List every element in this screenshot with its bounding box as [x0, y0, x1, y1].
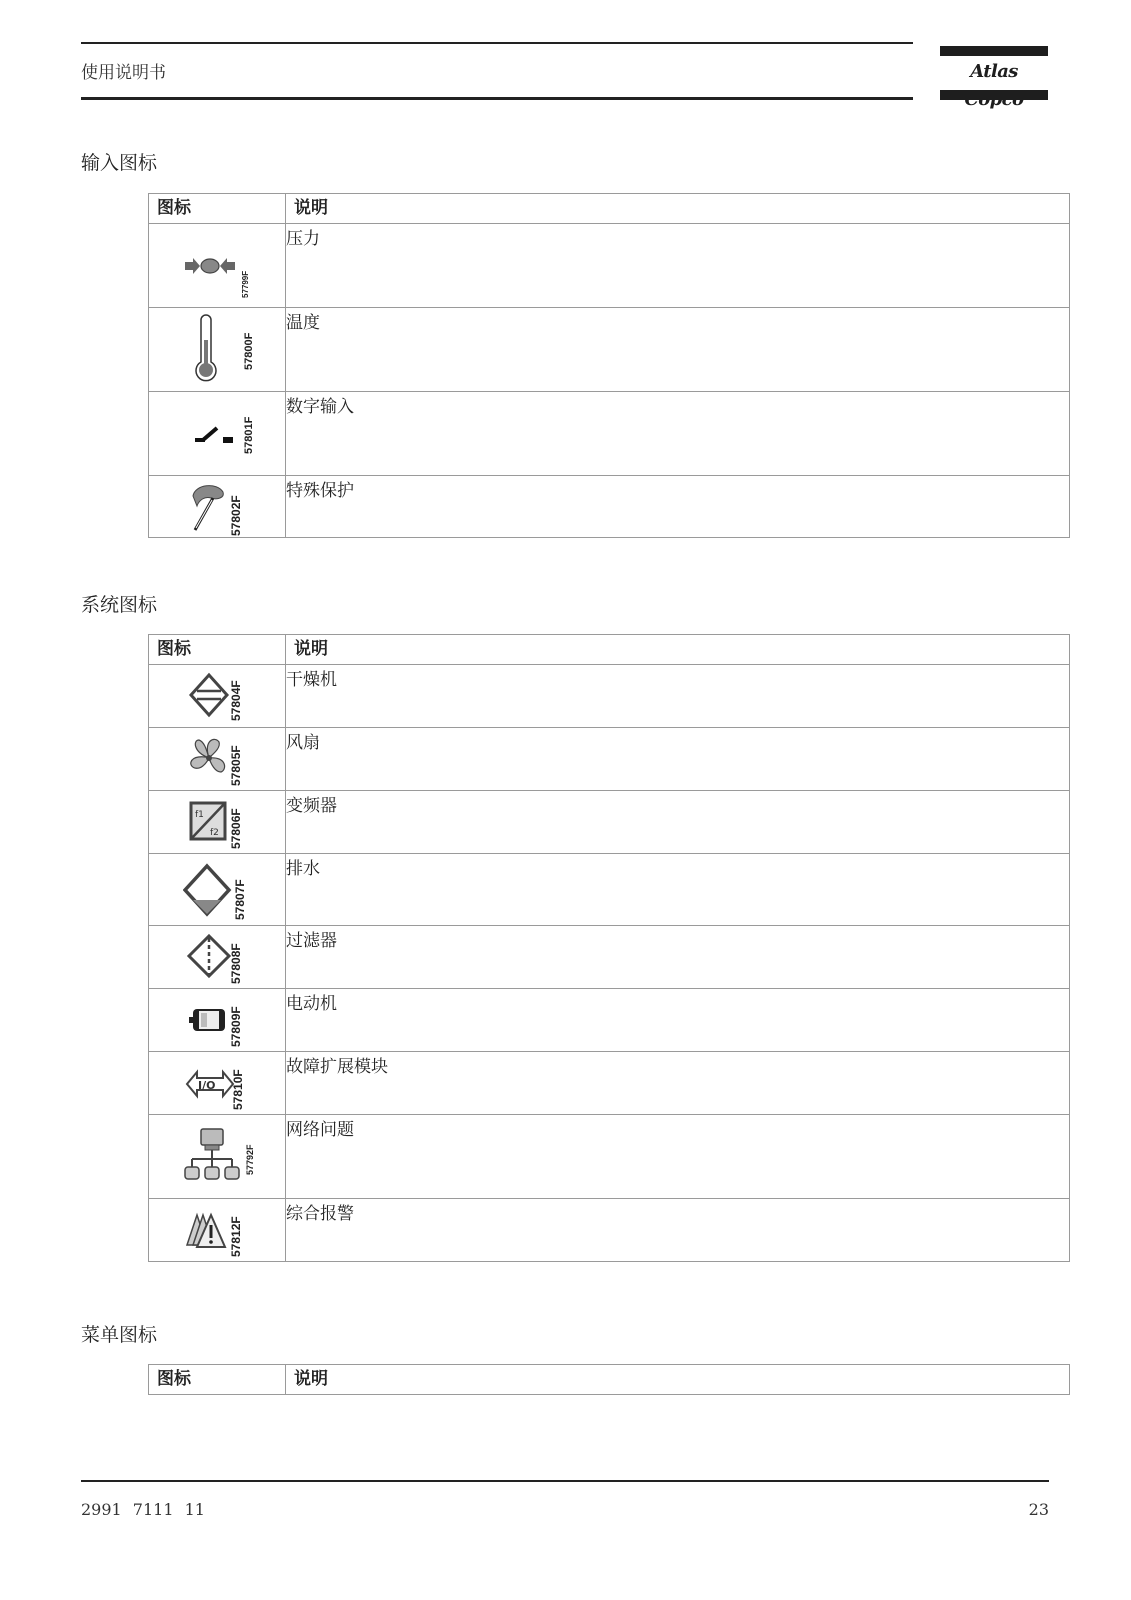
logo-top-bar: [940, 46, 1048, 56]
icon-description: 温度: [286, 308, 1070, 392]
icon-cell: [149, 989, 286, 1052]
icon-code: 57809F: [229, 1006, 243, 1047]
table-header-row: [149, 194, 1070, 224]
icon-cell: [149, 665, 286, 728]
special-protection-icon: [183, 478, 253, 550]
icon-description: 故障扩展模块: [286, 1052, 1070, 1115]
thermometer-icon: [183, 312, 253, 384]
icon-cell: [149, 224, 286, 308]
icon-code: 57799F: [241, 270, 250, 298]
document-number: 2991 7111 11: [81, 1500, 205, 1519]
icon-code: 57806F: [229, 808, 243, 849]
col-header-desc: 说明: [286, 194, 1070, 224]
document-title: 使用说明书: [81, 63, 166, 83]
drain-icon: [183, 858, 253, 930]
icon-cell: [149, 308, 286, 392]
icon-code: 57804F: [229, 680, 243, 721]
icon-description: 数字输入: [286, 392, 1070, 476]
icon-cell: [149, 476, 286, 538]
table-row: [149, 392, 1070, 476]
icon-cell: [149, 791, 286, 854]
icon-code: 57810F: [231, 1069, 245, 1110]
icon-cell: [149, 926, 286, 989]
table-row: [149, 1199, 1070, 1262]
icon-cell: [149, 1199, 286, 1262]
table-header-row: [149, 635, 1070, 665]
col-header-icon: 图标: [149, 194, 286, 224]
col-header-icon: 图标: [149, 1365, 286, 1395]
pressure-icon: [183, 228, 253, 300]
table-row: [149, 308, 1070, 392]
icon-code: 57792F: [245, 1144, 255, 1175]
svg-text:f2: f2: [210, 828, 219, 838]
icon-description: 变频器: [286, 791, 1070, 854]
table-header-row: [149, 1365, 1070, 1395]
icon-description: 风扇: [286, 728, 1070, 791]
table-row: [149, 728, 1070, 791]
table-row: [149, 1115, 1070, 1199]
table-row: [149, 224, 1070, 308]
icon-code: 57808F: [229, 943, 243, 984]
icon-code: 57801F: [243, 416, 255, 454]
col-header-desc: 说明: [286, 1365, 1070, 1395]
digital-input-icon: [183, 396, 253, 468]
icon-description: 综合报警: [286, 1199, 1070, 1262]
table-row: [149, 989, 1070, 1052]
col-header-desc: 说明: [286, 635, 1070, 665]
page-number: 23: [1028, 1500, 1049, 1519]
table-row: [149, 476, 1070, 538]
icon-code: 57800F: [243, 332, 255, 370]
icon-cell: [149, 1052, 286, 1115]
icon-description: 干燥机: [286, 665, 1070, 728]
footer-rule: [81, 1480, 1049, 1482]
col-header-icon: 图标: [149, 635, 286, 665]
icon-code: 57802F: [229, 495, 243, 536]
network-icon: [183, 1119, 253, 1191]
section-title-menu: 菜单图标: [81, 1324, 158, 1346]
svg-text:I/O: I/O: [198, 1079, 216, 1092]
icon-description: 特殊保护: [286, 476, 1070, 538]
icon-description: 压力: [286, 224, 1070, 308]
icon-description: 过滤器: [286, 926, 1070, 989]
icon-description: 排水: [286, 854, 1070, 926]
icon-code: 57812F: [229, 1216, 243, 1257]
table-row: [149, 791, 1070, 854]
input-icons-table: [148, 193, 1070, 538]
icon-cell: [149, 1115, 286, 1199]
icon-cell: [149, 392, 286, 476]
table-row: [149, 1052, 1070, 1115]
section-title-input: 输入图标: [81, 152, 158, 174]
logo-bottom-bar: [940, 90, 1048, 100]
table-row: [149, 926, 1070, 989]
system-icons-table: [148, 634, 1070, 1262]
atlas-copco-logo: [940, 46, 1048, 100]
icon-description: 电动机: [286, 989, 1070, 1052]
general-alarm-icon: [183, 1201, 253, 1273]
section-title-system: 系统图标: [81, 594, 158, 616]
icon-cell: [149, 854, 286, 926]
table-row: [149, 854, 1070, 926]
header-top-rule: [81, 42, 913, 44]
icon-description: 网络问题: [286, 1115, 1070, 1199]
logo-wordmark: Atlas: [970, 61, 1018, 82]
icon-code: 57805F: [229, 745, 243, 786]
menu-icons-table: [148, 1364, 1070, 1395]
icon-code: 57807F: [233, 879, 247, 920]
svg-text:f1: f1: [195, 810, 204, 820]
icon-cell: [149, 728, 286, 791]
table-row: [149, 665, 1070, 728]
header-bottom-rule: [81, 97, 913, 100]
